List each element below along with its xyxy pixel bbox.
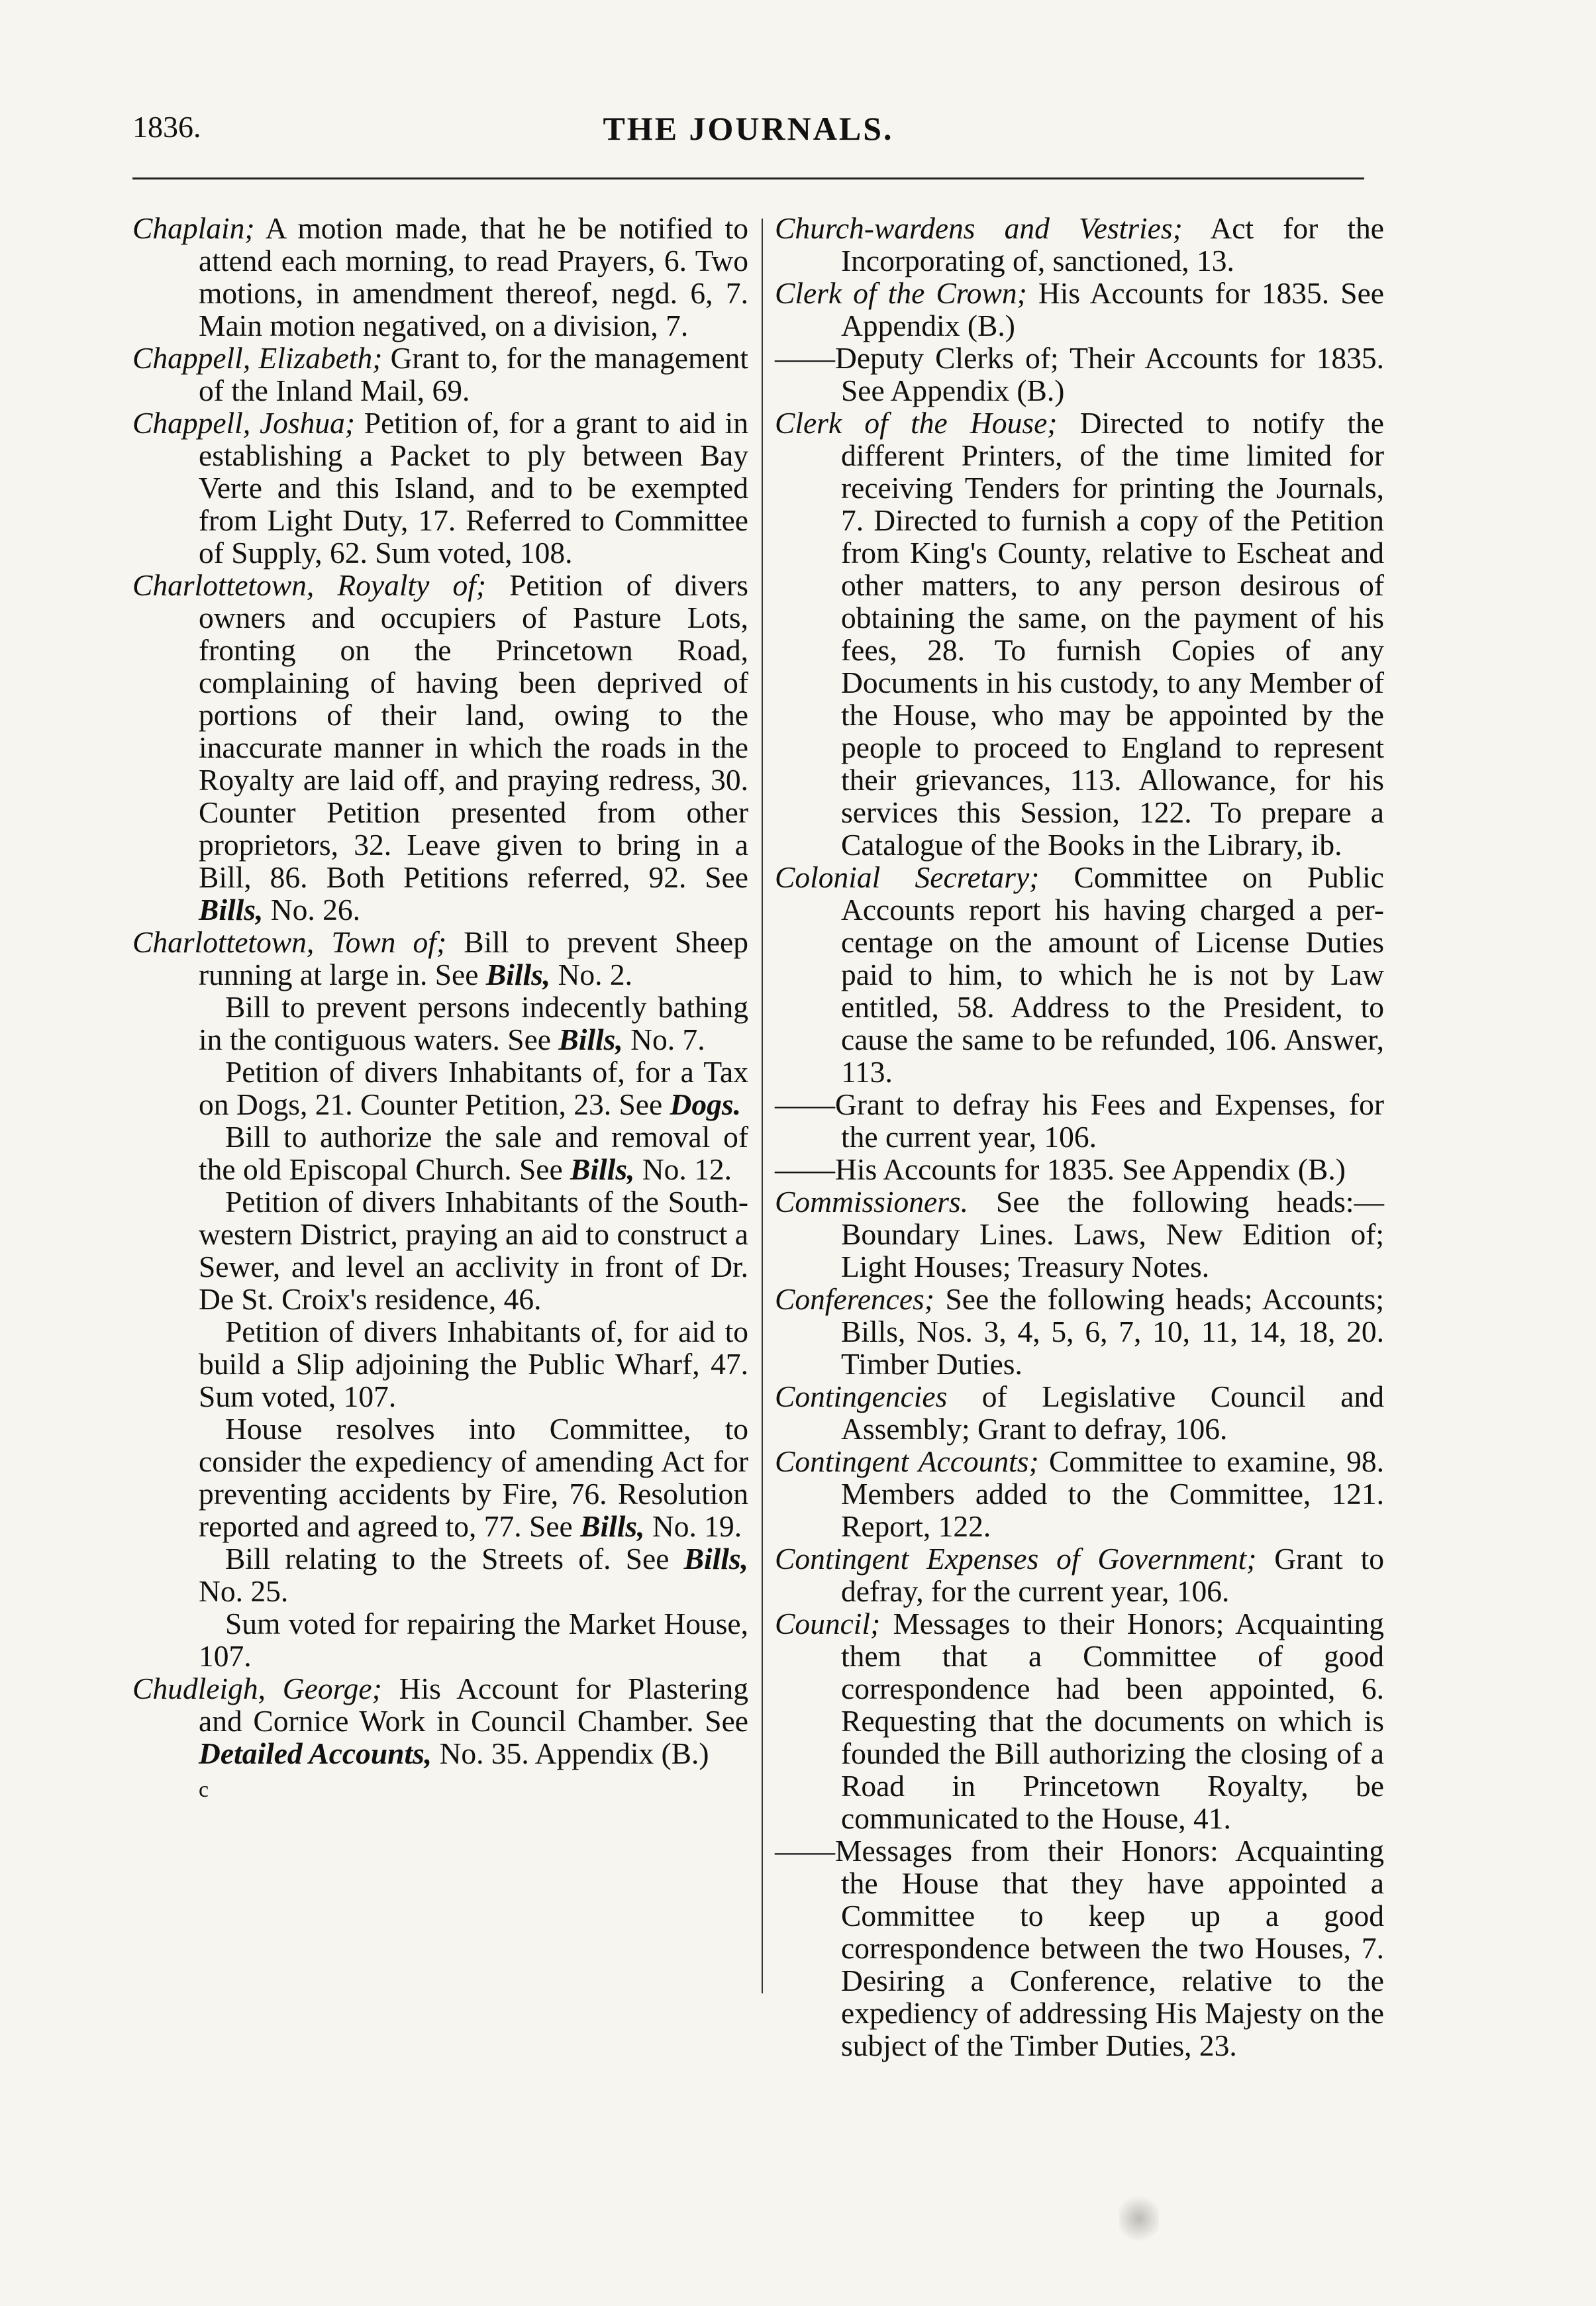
entry-heading: Chudleigh, George;: [132, 1672, 382, 1705]
entry-text: Bill to prevent persons indecently bathing in the contiguous waters. See: [199, 990, 748, 1056]
entry-tail: No. 2.: [550, 958, 633, 991]
entry-heading: Conferences;: [775, 1282, 934, 1316]
index-entry: [775, 1445, 1384, 1542]
entry-text: His Accounts for 1835. See Appendix (B.): [841, 276, 1384, 342]
index-entry: [775, 861, 1384, 1088]
entry-text: Bill relating to the Streets of. See: [225, 1542, 684, 1576]
index-entry: [775, 1380, 1384, 1445]
entry-tail: No. 35. Appendix (B.): [432, 1736, 709, 1770]
index-entry: [132, 1315, 748, 1413]
index-entry: [775, 1283, 1384, 1380]
index-entry: [132, 1056, 748, 1121]
entry-tail: No. 7.: [623, 1023, 705, 1056]
entry-text: Committee on Public Accounts report his having charged a per-centage on the amount of License Duties paid to him, to which he is not by Law entitled, 58. Address to the President, to cause the same to be refunded, 106. Answer, 113.: [841, 860, 1384, 1089]
index-entry: [775, 1185, 1384, 1283]
left-column: [132, 212, 748, 1806]
entry-reference: Bills,: [570, 1152, 635, 1186]
entry-tail: No. 12.: [634, 1152, 732, 1186]
entry-text: Grant to defray, for the current year, 106.: [841, 1542, 1384, 1608]
entry-text: His Account for Plastering and Cornice Work in Council Chamber. See: [199, 1672, 749, 1738]
index-entry: [132, 991, 748, 1056]
ink-smudge: [1119, 2192, 1159, 2245]
entry-text: Petition of divers owners and occupiers of Pasture Lots, fronting on the Princetown Road, complaining of having been deprived of portions of their land, owing to the inaccurate manner in which the roads in the Royalty are laid off, and praying redress, 30. Counter Petition presented from other proprietors, 32. Leave given to bring in a Bill, 86. Both Petitions referred, 92. See: [199, 568, 748, 894]
entry-heading: Contingencies: [775, 1379, 948, 1413]
entry-heading: Charlottetown, Royalty of;: [132, 568, 487, 602]
entry-text: ——Grant to defray his Fees and Expenses, for the current year, 106.: [775, 1087, 1384, 1154]
index-entry: [132, 407, 748, 569]
entry-reference: Bills,: [580, 1509, 645, 1543]
entry-tail: No. 19.: [644, 1509, 742, 1543]
entry-heading: Commissioners.: [775, 1185, 968, 1219]
entry-heading: Chaplain;: [132, 211, 255, 245]
entry-text: A motion made, that he be notified to attend each morning, to read Prayers, 6. Two motions, in amendment thereof, negd. 6, 7. Main motion negatived, on a division, 7.: [199, 211, 748, 342]
index-entry: [775, 1834, 1384, 2062]
entry-reference: Dogs.: [670, 1087, 741, 1121]
entry-text: Bill to prevent Sheep running at large in. See: [199, 925, 748, 991]
entry-reference: Bills,: [485, 958, 551, 991]
entry-heading: Charlottetown, Town of;: [132, 925, 447, 959]
entry-heading: Council;: [775, 1607, 881, 1640]
index-entry: [132, 1121, 748, 1185]
index-entry: [775, 342, 1384, 407]
entry-text: See the following heads; Accounts; Bills, Nos. 3, 4, 5, 6, 7, 10, 11, 14, 18, 20. Timber Duties.: [841, 1282, 1384, 1381]
index-entry: [132, 212, 748, 342]
entry-reference: Bills,: [558, 1023, 623, 1056]
entry-reference: Bills,: [683, 1542, 748, 1576]
entry-heading: Contingent Accounts;: [775, 1444, 1039, 1478]
entry-heading: Clerk of the House;: [775, 406, 1058, 440]
entry-tail: No. 25.: [199, 1574, 289, 1608]
entry-text: Committee to examine, 98. Members added to the Committee, 121. Report, 122.: [841, 1444, 1384, 1543]
entry-text: Bill to authorize the sale and removal of the old Episcopal Church. See: [199, 1120, 748, 1186]
entry-heading: Chappell, Elizabeth;: [132, 341, 383, 375]
right-column: [775, 212, 1384, 2062]
entry-reference: Bills,: [199, 893, 264, 927]
index-entry: [132, 569, 748, 926]
entry-text: Messages to their Honors; Acquainting them that a Committee of good correspondence had been appointed, 6. Requesting that the documents on which is founded the Bill authorizing the closing of a Road in Princetown Royalty, be communicated to the House, 41.: [841, 1607, 1384, 1835]
index-entry: [775, 1607, 1384, 1834]
column-divider: [762, 219, 763, 1993]
entry-text: Petition of divers Inhabitants of the South-western District, praying an aid to construct a Sewer, and level an acclivity in front of Dr. De St. Croix's residence, 46.: [199, 1185, 748, 1316]
signature-mark: c: [199, 1778, 209, 1802]
entry-heading: Chappell, Joshua;: [132, 406, 356, 440]
entry-heading: Church-wardens and Vestries;: [775, 211, 1183, 245]
entry-text: Directed to notify the different Printers, of the time limited for receiving Tenders for printing the Journals, 7. Directed to furnish a copy of the Petition from King's County, relative to Escheat and other matters, to any person desirous of obtaining the same, on the payment of his fees, 28. To furnish Copies of any Documents in his custody, to any Member of the House, who may be appointed by the people to proceed to England to represent their grievances, 113. Allowance, for his services this Session, 122. To prepare a Catalogue of the Books in the Library, ib.: [841, 406, 1384, 862]
index-entry: [775, 407, 1384, 861]
index-entry: [132, 1413, 748, 1542]
entry-tail: No. 26.: [263, 893, 360, 927]
index-entry: [775, 212, 1384, 277]
entry-reference: Detailed Accounts,: [199, 1736, 432, 1770]
entry-text: Petition of divers Inhabitants of, for aid to build a Slip adjoining the Public Wharf, 47. Sum voted, 107.: [199, 1315, 748, 1413]
index-entry: [132, 926, 748, 991]
page-year: 1836.: [132, 110, 201, 144]
entry-text: Petition of divers Inhabitants of, for a Tax on Dogs, 21. Counter Petition, 23. See: [199, 1055, 748, 1121]
entry-heading: Contingent Expenses of Government;: [775, 1542, 1257, 1576]
header-rule: [132, 177, 1364, 179]
index-entry: [132, 1607, 748, 1672]
index-entry: [775, 1542, 1384, 1607]
page-title: THE JOURNALS.: [603, 110, 894, 147]
entry-text: ——Messages from their Honors: Acquainting the House that they have appointed a Committee to keep up a good correspondence between the two Houses, 7. Desiring a Conference, relative to the expediency of addressing His Majesty on the subject of the Timber Duties, 23.: [775, 1834, 1384, 2062]
index-entry: [775, 277, 1384, 342]
index-entry: [775, 1088, 1384, 1153]
entry-text: See the following heads:— Boundary Lines. Laws, New Edition of; Light Houses; Treasury Notes.: [841, 1185, 1384, 1283]
entry-heading: Clerk of the Crown;: [775, 276, 1027, 310]
index-entry: [132, 342, 748, 407]
entry-text: Sum voted for repairing the Market House, 107.: [199, 1607, 748, 1673]
index-entry: [132, 1672, 748, 1770]
entry-text: of Legislative Council and Assembly; Grant to defray, 106.: [841, 1379, 1384, 1446]
index-entry: [132, 1542, 748, 1607]
entry-text: Act for the Incorporating of, sanctioned, 13.: [841, 211, 1384, 277]
index-entry: [775, 1153, 1384, 1185]
entry-heading: Colonial Secretary;: [775, 860, 1040, 894]
entry-text: Petition of, for a grant to aid in establishing a Packet to ply between Bay Verte and this Island, and to be exempted from Light Duty, 17. Referred to Committee of Supply, 62. Sum voted, 108.: [199, 406, 748, 570]
index-entry: [132, 1185, 748, 1315]
entry-text: ——Deputy Clerks of; Their Accounts for 1835. See Appendix (B.): [775, 341, 1384, 407]
page-header: [132, 109, 1364, 162]
entry-text: House resolves into Committee, to consider the expediency of amending Act for preventing accidents by Fire, 76. Resolution reported and agreed to, 77. See: [199, 1412, 748, 1543]
entry-text: ——His Accounts for 1835. See Appendix (B.): [775, 1152, 1346, 1186]
entry-text: Grant to, for the management of the Inland Mail, 69.: [199, 341, 748, 407]
